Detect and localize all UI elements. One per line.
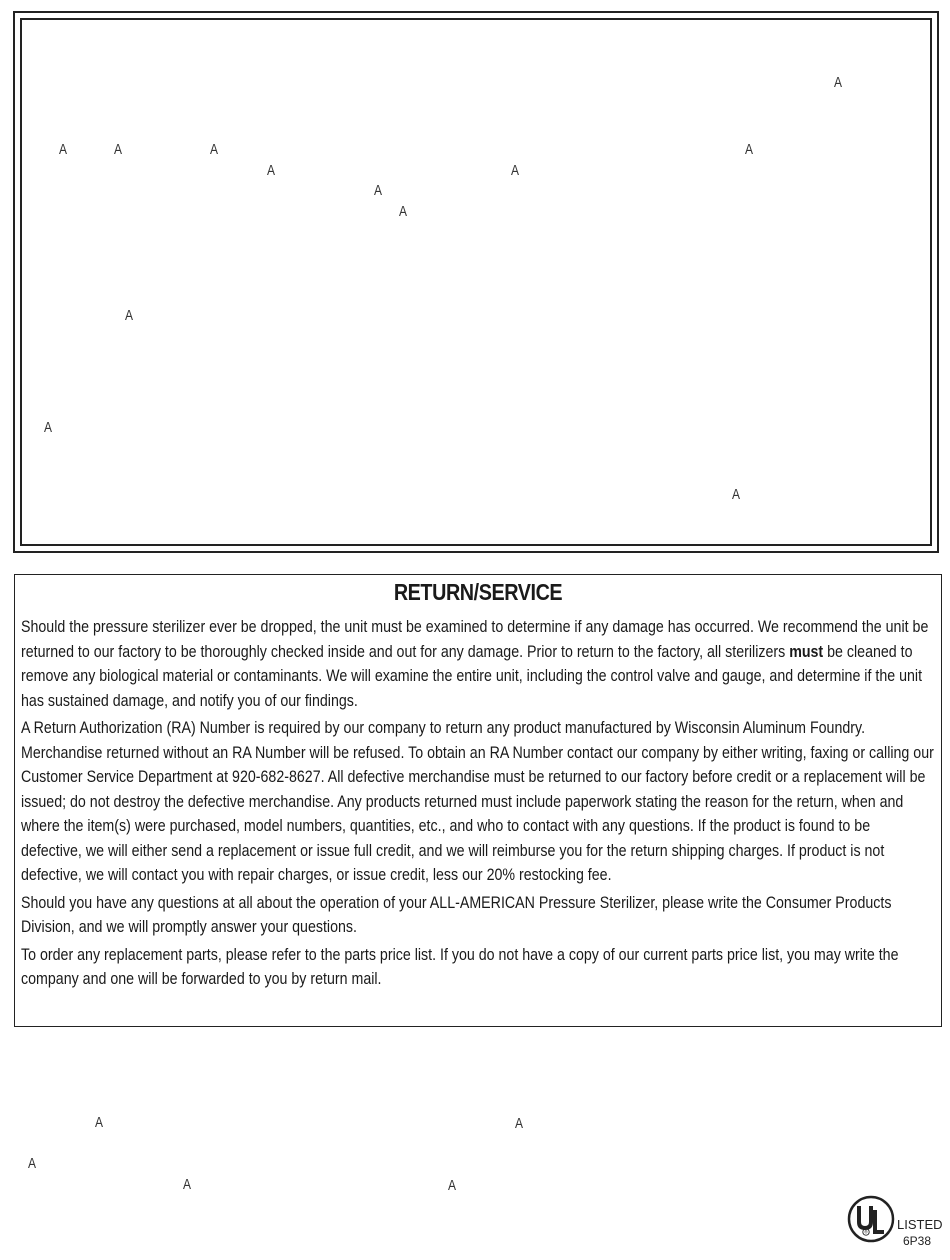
stray-mark: A — [95, 1114, 104, 1131]
stray-mark: A — [399, 203, 408, 220]
stray-mark: A — [44, 419, 53, 436]
stray-mark: A — [745, 141, 754, 158]
return-service-section — [14, 574, 942, 1027]
stray-mark: A — [834, 74, 843, 91]
section-title: RETURN/SERVICE — [393, 579, 563, 605]
stray-mark: A — [59, 141, 68, 158]
paragraph-return-authorization: A Return Authorization (RA) Number is required by our company to return any product manufactured by Wisconsin Aluminum Foundry. Merchandise returned without an RA Number will be refused. To obtain an RA Number contact our company by either writing, faxing or calling our Customer Service Department at 920-682-8627. All defective merchandise must be returned to our factory before credit or a replacement will be issued; do not destroy the defective merchandise. Any products returned must include paperwork stating the reason for the return, when and where the item(s) were purchased, model numbers, quantities, etc., and who to contact with any questions. If the product is found to be defective, we will either send a replacement or issue full credit, and we will reimburse you for the return shipping charges. If product is not defective, we will contact you with repair charges, or issue credit, less our 20% restocking fee. — [21, 719, 934, 884]
paragraph-damage: Should the pressure sterilizer ever be dropped, the unit must be examined to determine if any damage has occurred. We recommend the unit be returned to our factory to be thoroughly checked inside and out for any damage. Prior to return to the factory, all sterilizers must be cleaned to remove any biological material or contaminants. We will examine the entire unit, including the control valve and gauge, and determine if the unit has sustained damage, and notify you of our findings. — [21, 618, 929, 710]
top-frame — [13, 11, 939, 553]
emphasis-must: must — [789, 642, 824, 661]
top-frame-inner — [20, 18, 932, 546]
ul-logo-icon — [847, 1195, 895, 1243]
stray-mark: A — [210, 141, 219, 158]
stray-mark: A — [374, 182, 383, 199]
stray-mark: A — [114, 141, 123, 158]
svg-text:®: ® — [863, 1229, 869, 1235]
stray-mark: A — [515, 1115, 524, 1132]
section-body — [21, 615, 935, 995]
stray-mark: A — [125, 307, 134, 324]
stray-mark: A — [267, 162, 276, 179]
paragraph-questions: Should you have any questions at all about the operation of your ALL-AMERICAN Pressure Sterilizer, please write the Consumer Products Division, and we will promptly answer your questions. — [21, 893, 892, 936]
paragraph-replacement-parts: To order any replacement parts, please refer to the parts price list. If you do not have a copy of our current parts price list, you may write the company and one will be forwarded to you by return mail. — [21, 945, 899, 988]
stray-mark: A — [28, 1155, 37, 1172]
stray-mark: A — [448, 1177, 457, 1194]
ul-listed-label: LISTED — [897, 1217, 943, 1232]
stray-mark: A — [732, 486, 741, 503]
stray-mark: A — [183, 1176, 192, 1193]
stray-mark: A — [511, 162, 520, 179]
ul-listing-code: 6P38 — [903, 1234, 932, 1248]
